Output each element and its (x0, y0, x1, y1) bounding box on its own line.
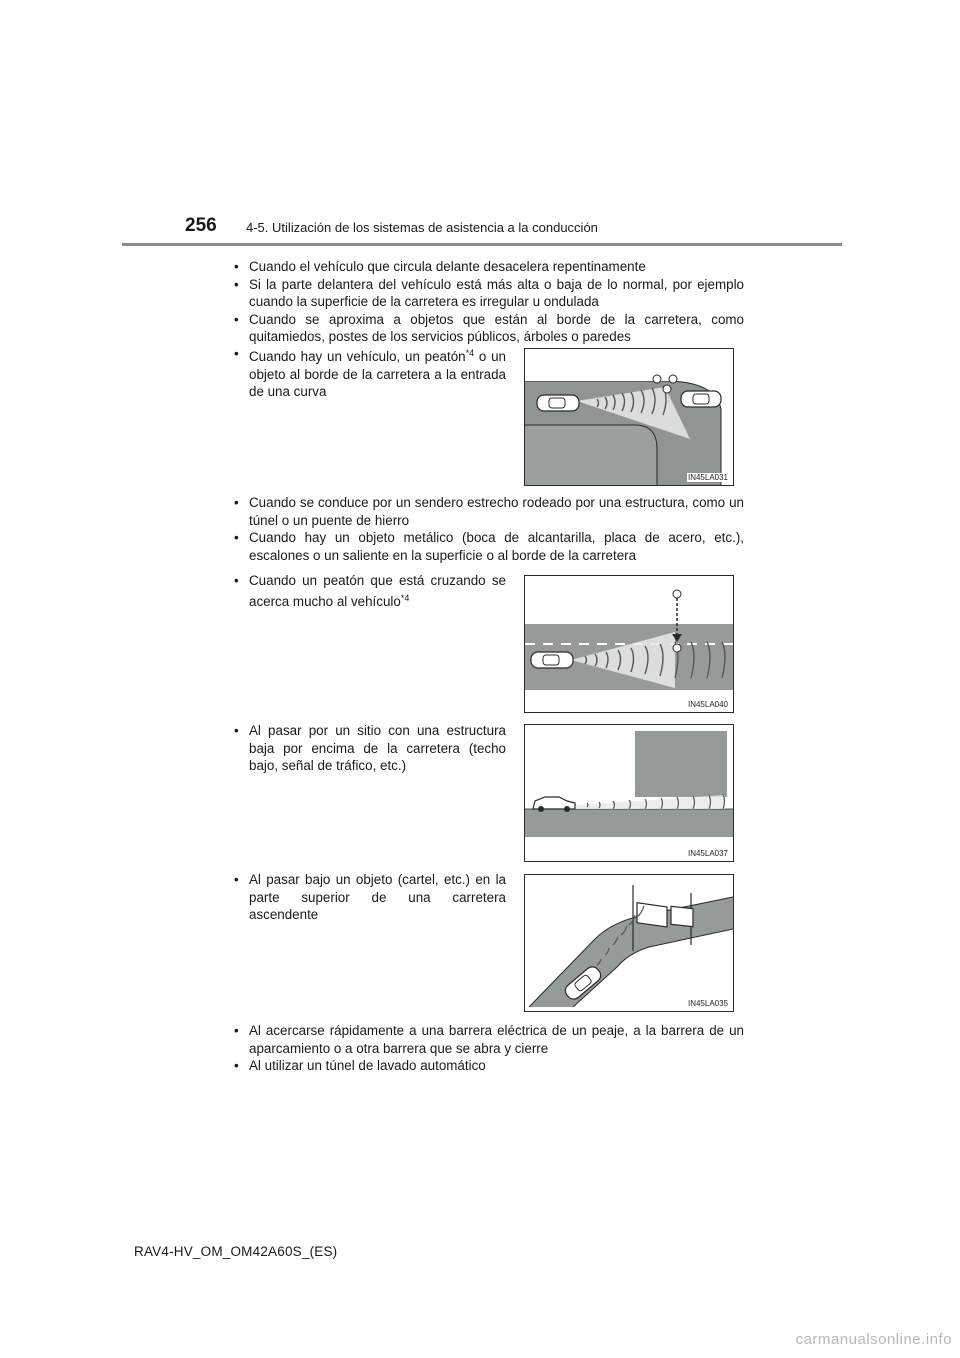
list-item (232, 572, 506, 610)
list-item (232, 529, 744, 564)
bullet-symbol: • (234, 723, 239, 738)
list-item-text: Al acercarse rápidamente a una barrera eléctrica de un peaje, a la barrera de un aparcamiento o a otra barrera que se abra y cierre (249, 1023, 744, 1056)
list-item-text: Cuando hay un vehículo, un peatón (249, 349, 466, 364)
bullet-symbol: • (234, 573, 239, 588)
car-icon (531, 652, 573, 668)
footnote-mark: *4 (400, 592, 410, 603)
header-rule (122, 243, 842, 246)
car-icon (537, 395, 579, 411)
list-item-text: Cuando se conduce por un sendero estrecho rodeado por una estructura, como un túnel o un puente de hierro (249, 495, 744, 528)
pedestrian-illustration (525, 576, 733, 712)
bullet-list-curve (232, 345, 506, 401)
bullet-symbol: • (234, 259, 239, 274)
figure-curve (524, 348, 734, 486)
curve-illustration (525, 349, 733, 485)
list-item-text: Cuando hay un objeto metálico (boca de alcantarilla, placa de acero, etc.), escalones o un saliente en la superficie o al borde de la carretera (249, 530, 744, 563)
section-title: 4-5. Utilización de los sistemas de asistencia a la conducción (246, 220, 598, 235)
figure-code: IN45LA035 (687, 999, 728, 1008)
list-item (232, 1057, 744, 1075)
figure-code: IN45LA040 (687, 700, 728, 709)
bullet-symbol: • (234, 1023, 239, 1038)
list-item-text: Cuando el vehículo que circula delante desacelera repentinamente (249, 259, 646, 274)
list-item-text: Cuando se aproxima a objetos que están al borde de la carretera, como quitamiedos, postes de los servicios públicos, árboles o paredes (249, 311, 744, 345)
bullet-symbol: • (234, 311, 239, 327)
bullet-list-pedestrian (232, 572, 506, 610)
uphill-sign-illustration (525, 875, 733, 1011)
bullet-symbol: • (234, 346, 239, 361)
bullet-list-1 (232, 258, 744, 346)
watermark: carmanualsonline.info (795, 1331, 952, 1348)
bullet-symbol: • (234, 872, 239, 887)
list-item (232, 311, 744, 346)
low-structure-illustration (525, 725, 733, 861)
figure-pedestrian (524, 575, 734, 713)
list-item (232, 722, 506, 775)
list-item (232, 345, 506, 401)
bullet-list-3 (232, 1022, 744, 1075)
bullet-list-low-structure (232, 722, 506, 775)
list-item-text: Si la parte delantera del vehículo está más alta o baja de lo normal, por ejemplo cuando la superficie de la carretera es irregular u ondulada (249, 276, 744, 310)
sign-icon (637, 903, 693, 927)
list-item-text: Al pasar por un sitio con una estructura baja por encima de la carretera (techo bajo, señal de tráfico, etc.) (249, 723, 506, 774)
bullet-symbol: • (234, 1058, 239, 1074)
bullet-symbol: • (234, 495, 239, 510)
footnote-mark: *4 (465, 348, 475, 358)
list-item-text: Al utilizar un túnel de lavado automático (249, 1058, 486, 1074)
figure-code: IN45LA037 (687, 849, 728, 858)
page-number: 256 (185, 215, 217, 236)
bullet-list-2 (232, 494, 744, 564)
figure-low-structure (524, 724, 734, 862)
list-item (232, 276, 744, 311)
list-item (232, 494, 744, 529)
list-item-text: Cuando un peatón que está cruzando se acerca mucho al vehículo (249, 573, 506, 609)
figure-uphill-sign (524, 874, 734, 1012)
bullet-list-uphill-sign (232, 871, 506, 924)
figure-code: IN45LA031 (687, 473, 728, 482)
list-item (232, 1022, 744, 1057)
list-item (232, 258, 744, 276)
bullet-symbol: • (234, 276, 239, 292)
footer-code: RAV4-HV_OM_OM42A60S_(ES) (134, 1244, 338, 1259)
oncoming-car-icon (681, 391, 721, 407)
list-item-text: Al pasar bajo un objeto (cartel, etc.) en la parte superior de una carretera ascendente (249, 872, 506, 923)
list-item (232, 871, 506, 924)
bullet-symbol: • (234, 530, 239, 546)
list-item-text: o un objeto al borde de la carretera a la entrada de una curva (249, 349, 506, 400)
